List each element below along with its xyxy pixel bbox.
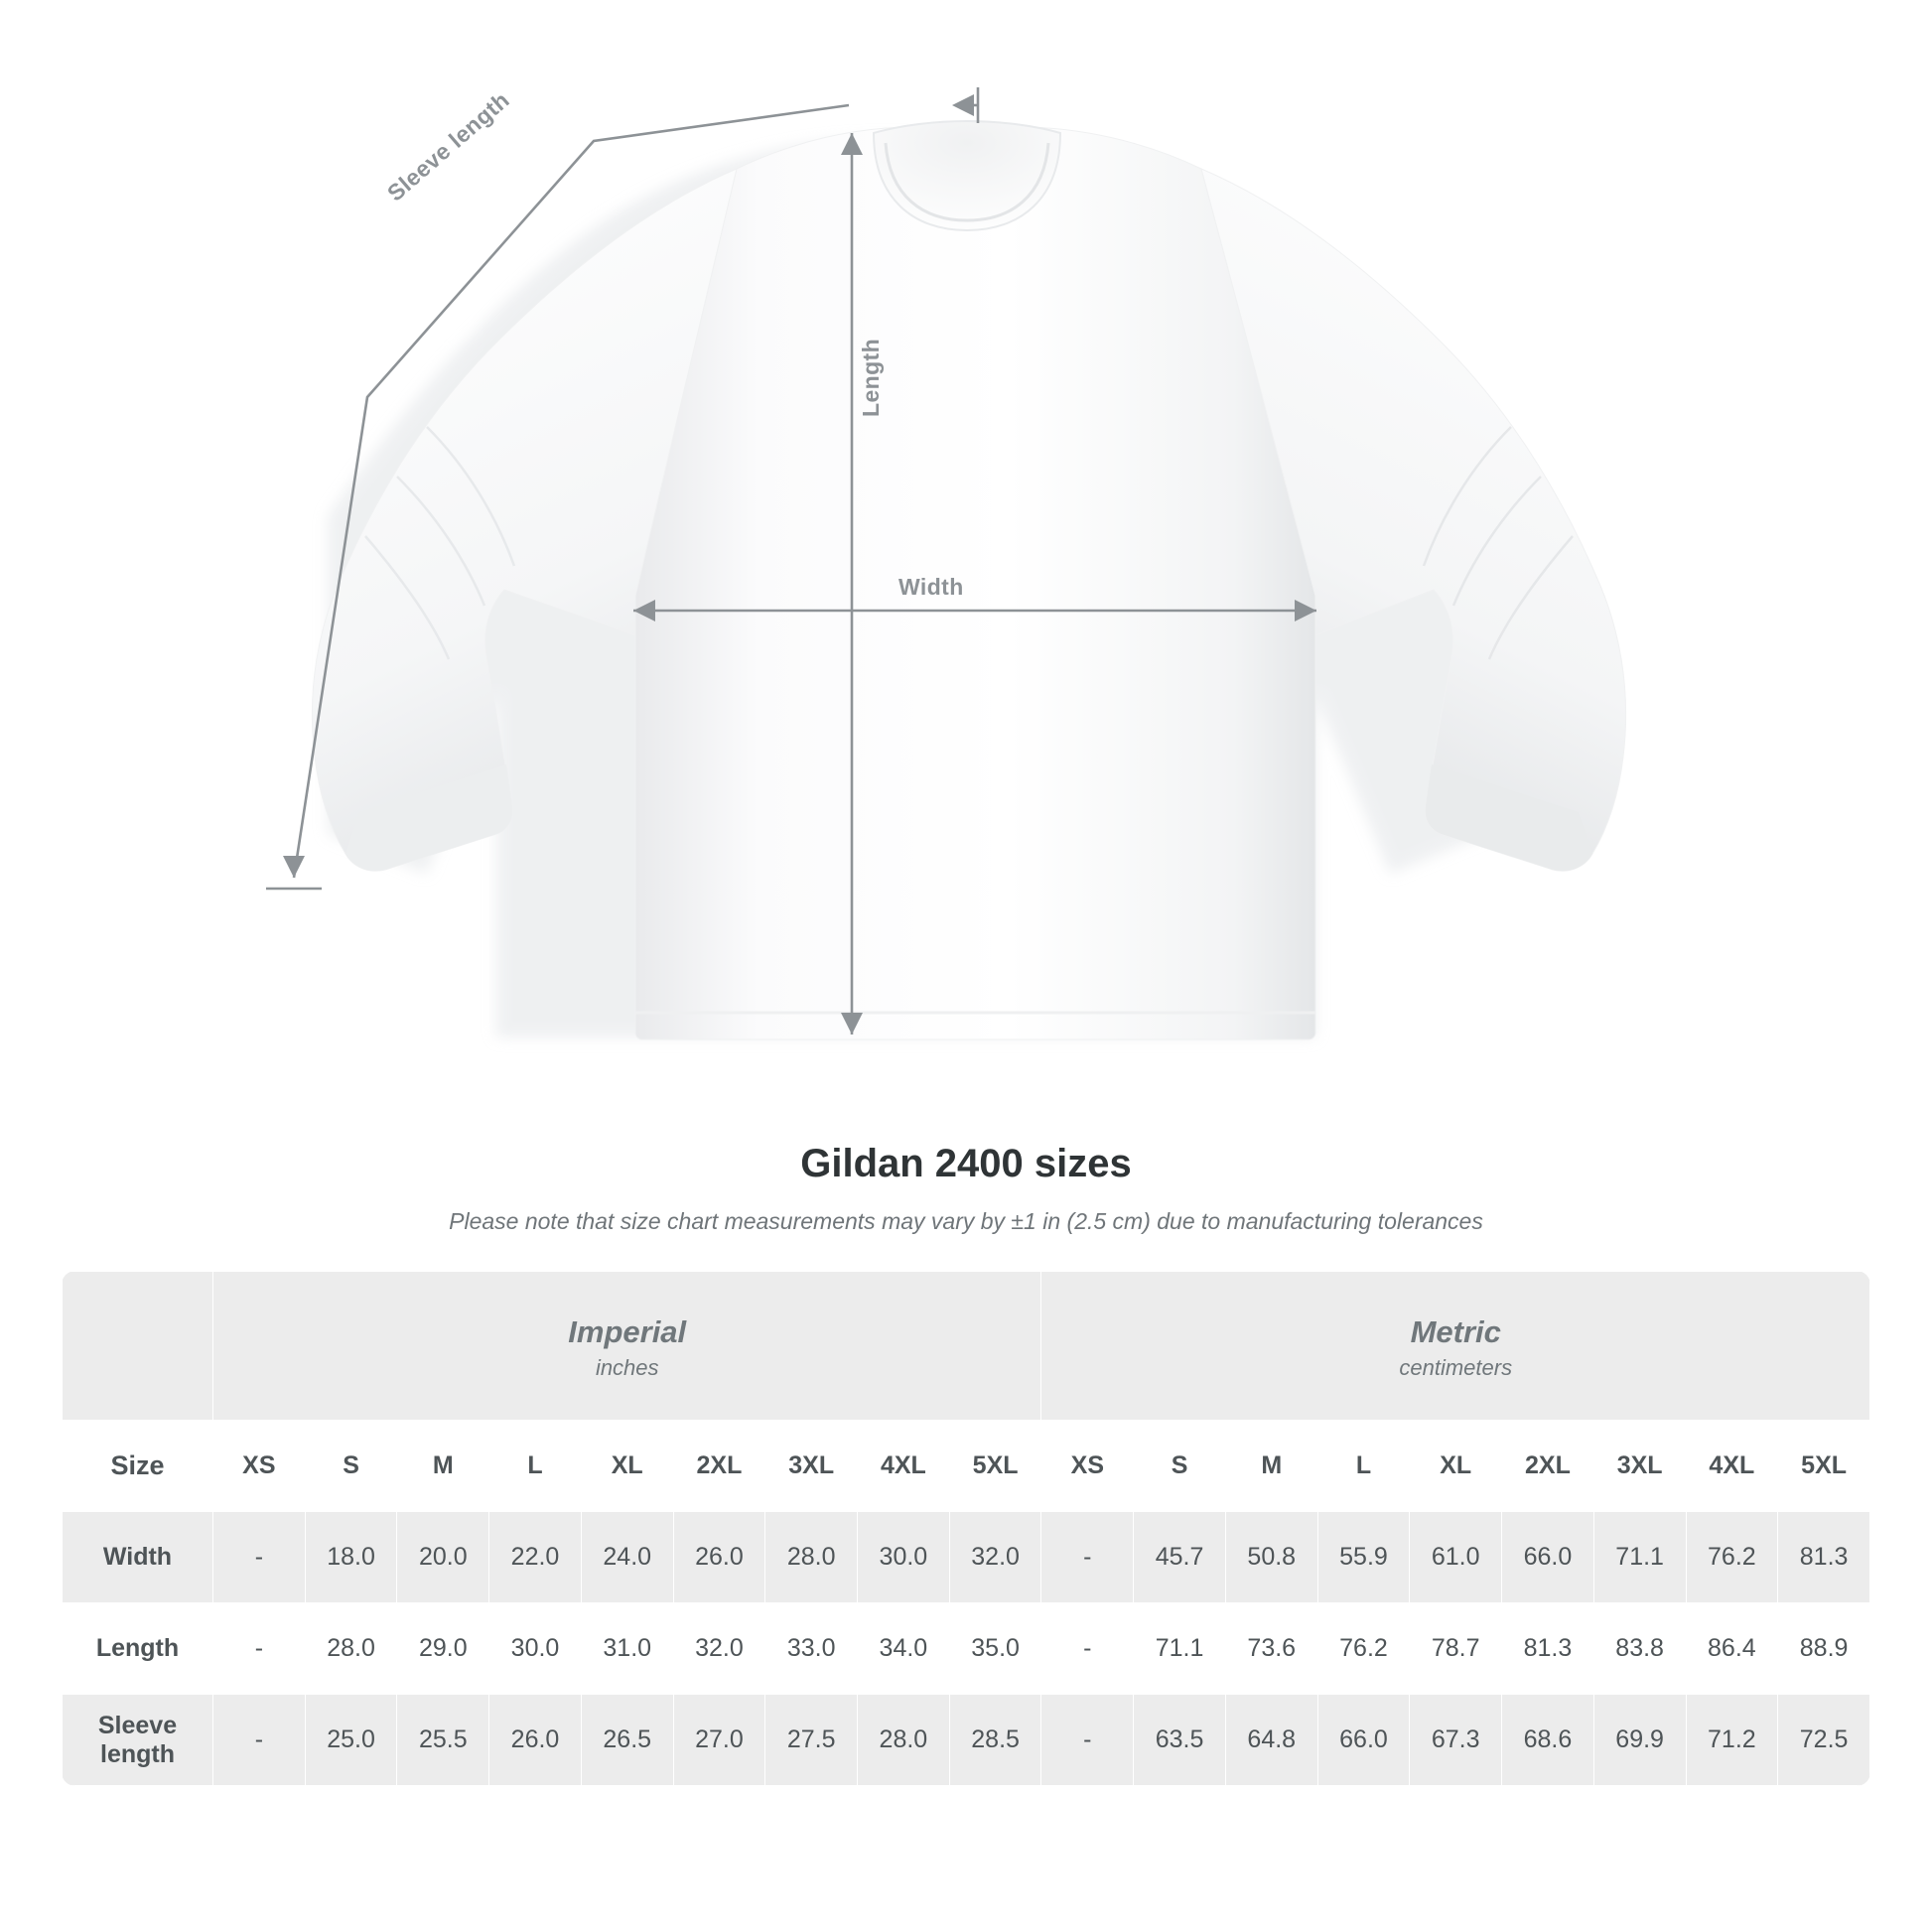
cell-length-metric-3xl: 83.8 — [1593, 1603, 1686, 1695]
unit-group-imperial-sub: inches — [595, 1354, 659, 1380]
size-header-imperial-m: M — [397, 1421, 489, 1512]
row-label-width: Width — [63, 1512, 213, 1603]
size-header-metric-5xl: 5XL — [1778, 1421, 1870, 1512]
cell-sleeve-metric-5xl: 72.5 — [1778, 1695, 1870, 1786]
cell-width-imperial-m: 20.0 — [397, 1512, 489, 1603]
size-header-imperial-5xl: 5XL — [949, 1421, 1041, 1512]
cell-width-metric-xs: - — [1041, 1512, 1134, 1603]
cell-width-imperial-l: 22.0 — [489, 1512, 582, 1603]
unit-group-imperial-name: Imperial — [568, 1314, 687, 1350]
size-header-imperial-xl: XL — [581, 1421, 673, 1512]
unit-group-metric-name: Metric — [1410, 1314, 1501, 1350]
cell-length-metric-s: 71.1 — [1134, 1603, 1226, 1695]
cell-length-metric-2xl: 81.3 — [1502, 1603, 1594, 1695]
cell-width-imperial-3xl: 28.0 — [765, 1512, 858, 1603]
size-header-metric-xs: XS — [1041, 1421, 1134, 1512]
cell-width-imperial-5xl: 32.0 — [949, 1512, 1041, 1603]
cell-sleeve-imperial-4xl: 28.0 — [858, 1695, 950, 1786]
row-label-length: Length — [63, 1603, 213, 1695]
size-header-metric-l: L — [1317, 1421, 1410, 1512]
unit-header-row — [63, 1272, 1870, 1421]
cell-width-metric-s: 45.7 — [1134, 1512, 1226, 1603]
cell-length-metric-xs: - — [1041, 1603, 1134, 1695]
cell-sleeve-imperial-3xl: 27.5 — [765, 1695, 858, 1786]
cell-sleeve-metric-s: 63.5 — [1134, 1695, 1226, 1786]
cell-sleeve-metric-l: 66.0 — [1317, 1695, 1410, 1786]
cell-sleeve-imperial-xs: - — [213, 1695, 306, 1786]
cell-width-imperial-2xl: 26.0 — [673, 1512, 765, 1603]
cell-length-imperial-xs: - — [213, 1603, 306, 1695]
size-header-imperial-3xl: 3XL — [765, 1421, 858, 1512]
size-header-metric-m: M — [1225, 1421, 1317, 1512]
cell-sleeve-imperial-xl: 26.5 — [581, 1695, 673, 1786]
garment-body — [635, 127, 1315, 1039]
cell-sleeve-metric-2xl: 68.6 — [1502, 1695, 1594, 1786]
size-table — [62, 1271, 1870, 1786]
cell-sleeve-metric-4xl: 71.2 — [1686, 1695, 1778, 1786]
size-header-metric-4xl: 4XL — [1686, 1421, 1778, 1512]
page-title: Gildan 2400 sizes — [800, 1142, 1132, 1185]
cell-width-metric-4xl: 76.2 — [1686, 1512, 1778, 1603]
unit-header-spacer — [63, 1272, 213, 1421]
cell-width-imperial-4xl: 30.0 — [858, 1512, 950, 1603]
cell-sleeve-metric-xl: 67.3 — [1410, 1695, 1502, 1786]
cell-width-metric-3xl: 71.1 — [1593, 1512, 1686, 1603]
cell-length-imperial-m: 29.0 — [397, 1603, 489, 1695]
unit-group-imperial — [213, 1272, 1041, 1421]
cell-sleeve-imperial-l: 26.0 — [489, 1695, 582, 1786]
cell-sleeve-metric-xs: - — [1041, 1695, 1134, 1786]
table-row — [63, 1512, 1870, 1603]
cell-length-metric-5xl: 88.9 — [1778, 1603, 1870, 1695]
cell-width-metric-2xl: 66.0 — [1502, 1512, 1594, 1603]
size-table-wrapper — [62, 1271, 1870, 1786]
cell-width-metric-xl: 61.0 — [1410, 1512, 1502, 1603]
title-block — [0, 1142, 1932, 1235]
unit-group-metric-sub: centimeters — [1399, 1354, 1513, 1380]
cell-length-imperial-s: 28.0 — [305, 1603, 397, 1695]
cell-length-imperial-3xl: 33.0 — [765, 1603, 858, 1695]
cell-length-imperial-xl: 31.0 — [581, 1603, 673, 1695]
cell-width-imperial-xl: 24.0 — [581, 1512, 673, 1603]
size-header-imperial-s: S — [305, 1421, 397, 1512]
size-header-imperial-4xl: 4XL — [858, 1421, 950, 1512]
cell-width-metric-l: 55.9 — [1317, 1512, 1410, 1603]
size-header-metric-3xl: 3XL — [1593, 1421, 1686, 1512]
tolerance-note: Please note that size chart measurements may vary by ±1 in (2.5 cm) due to manufacturing tolerances — [449, 1208, 1483, 1234]
unit-group-metric — [1041, 1272, 1870, 1421]
row-label-sleeve-length: Sleeve length — [63, 1695, 213, 1786]
cell-sleeve-metric-m: 64.8 — [1225, 1695, 1317, 1786]
cell-width-metric-5xl: 81.3 — [1778, 1512, 1870, 1603]
cell-length-imperial-2xl: 32.0 — [673, 1603, 765, 1695]
table-row — [63, 1695, 1870, 1786]
cell-sleeve-imperial-m: 25.5 — [397, 1695, 489, 1786]
size-header-imperial-l: L — [489, 1421, 582, 1512]
cell-length-imperial-4xl: 34.0 — [858, 1603, 950, 1695]
cell-length-metric-m: 73.6 — [1225, 1603, 1317, 1695]
cell-sleeve-metric-3xl: 69.9 — [1593, 1695, 1686, 1786]
width-dimension-label: Width — [898, 574, 964, 600]
sleeve-length-dimension-label: Sleeve length — [382, 86, 514, 207]
size-row-label: Size — [63, 1421, 213, 1512]
cell-length-metric-xl: 78.7 — [1410, 1603, 1502, 1695]
cell-width-metric-m: 50.8 — [1225, 1512, 1317, 1603]
cell-length-metric-l: 76.2 — [1317, 1603, 1410, 1695]
size-header-metric-s: S — [1134, 1421, 1226, 1512]
cell-sleeve-imperial-s: 25.0 — [305, 1695, 397, 1786]
size-header-row — [63, 1421, 1870, 1512]
size-header-imperial-2xl: 2XL — [673, 1421, 765, 1512]
length-dimension-label: Length — [858, 338, 884, 417]
size-header-imperial-xs: XS — [213, 1421, 306, 1512]
cell-sleeve-imperial-2xl: 27.0 — [673, 1695, 765, 1786]
cell-length-metric-4xl: 86.4 — [1686, 1603, 1778, 1695]
cell-width-imperial-xs: - — [213, 1512, 306, 1603]
size-header-metric-xl: XL — [1410, 1421, 1502, 1512]
table-row — [63, 1603, 1870, 1695]
cell-width-imperial-s: 18.0 — [305, 1512, 397, 1603]
size-header-metric-2xl: 2XL — [1502, 1421, 1594, 1512]
cell-length-imperial-l: 30.0 — [489, 1603, 582, 1695]
cell-length-imperial-5xl: 35.0 — [949, 1603, 1041, 1695]
cell-sleeve-imperial-5xl: 28.5 — [949, 1695, 1041, 1786]
